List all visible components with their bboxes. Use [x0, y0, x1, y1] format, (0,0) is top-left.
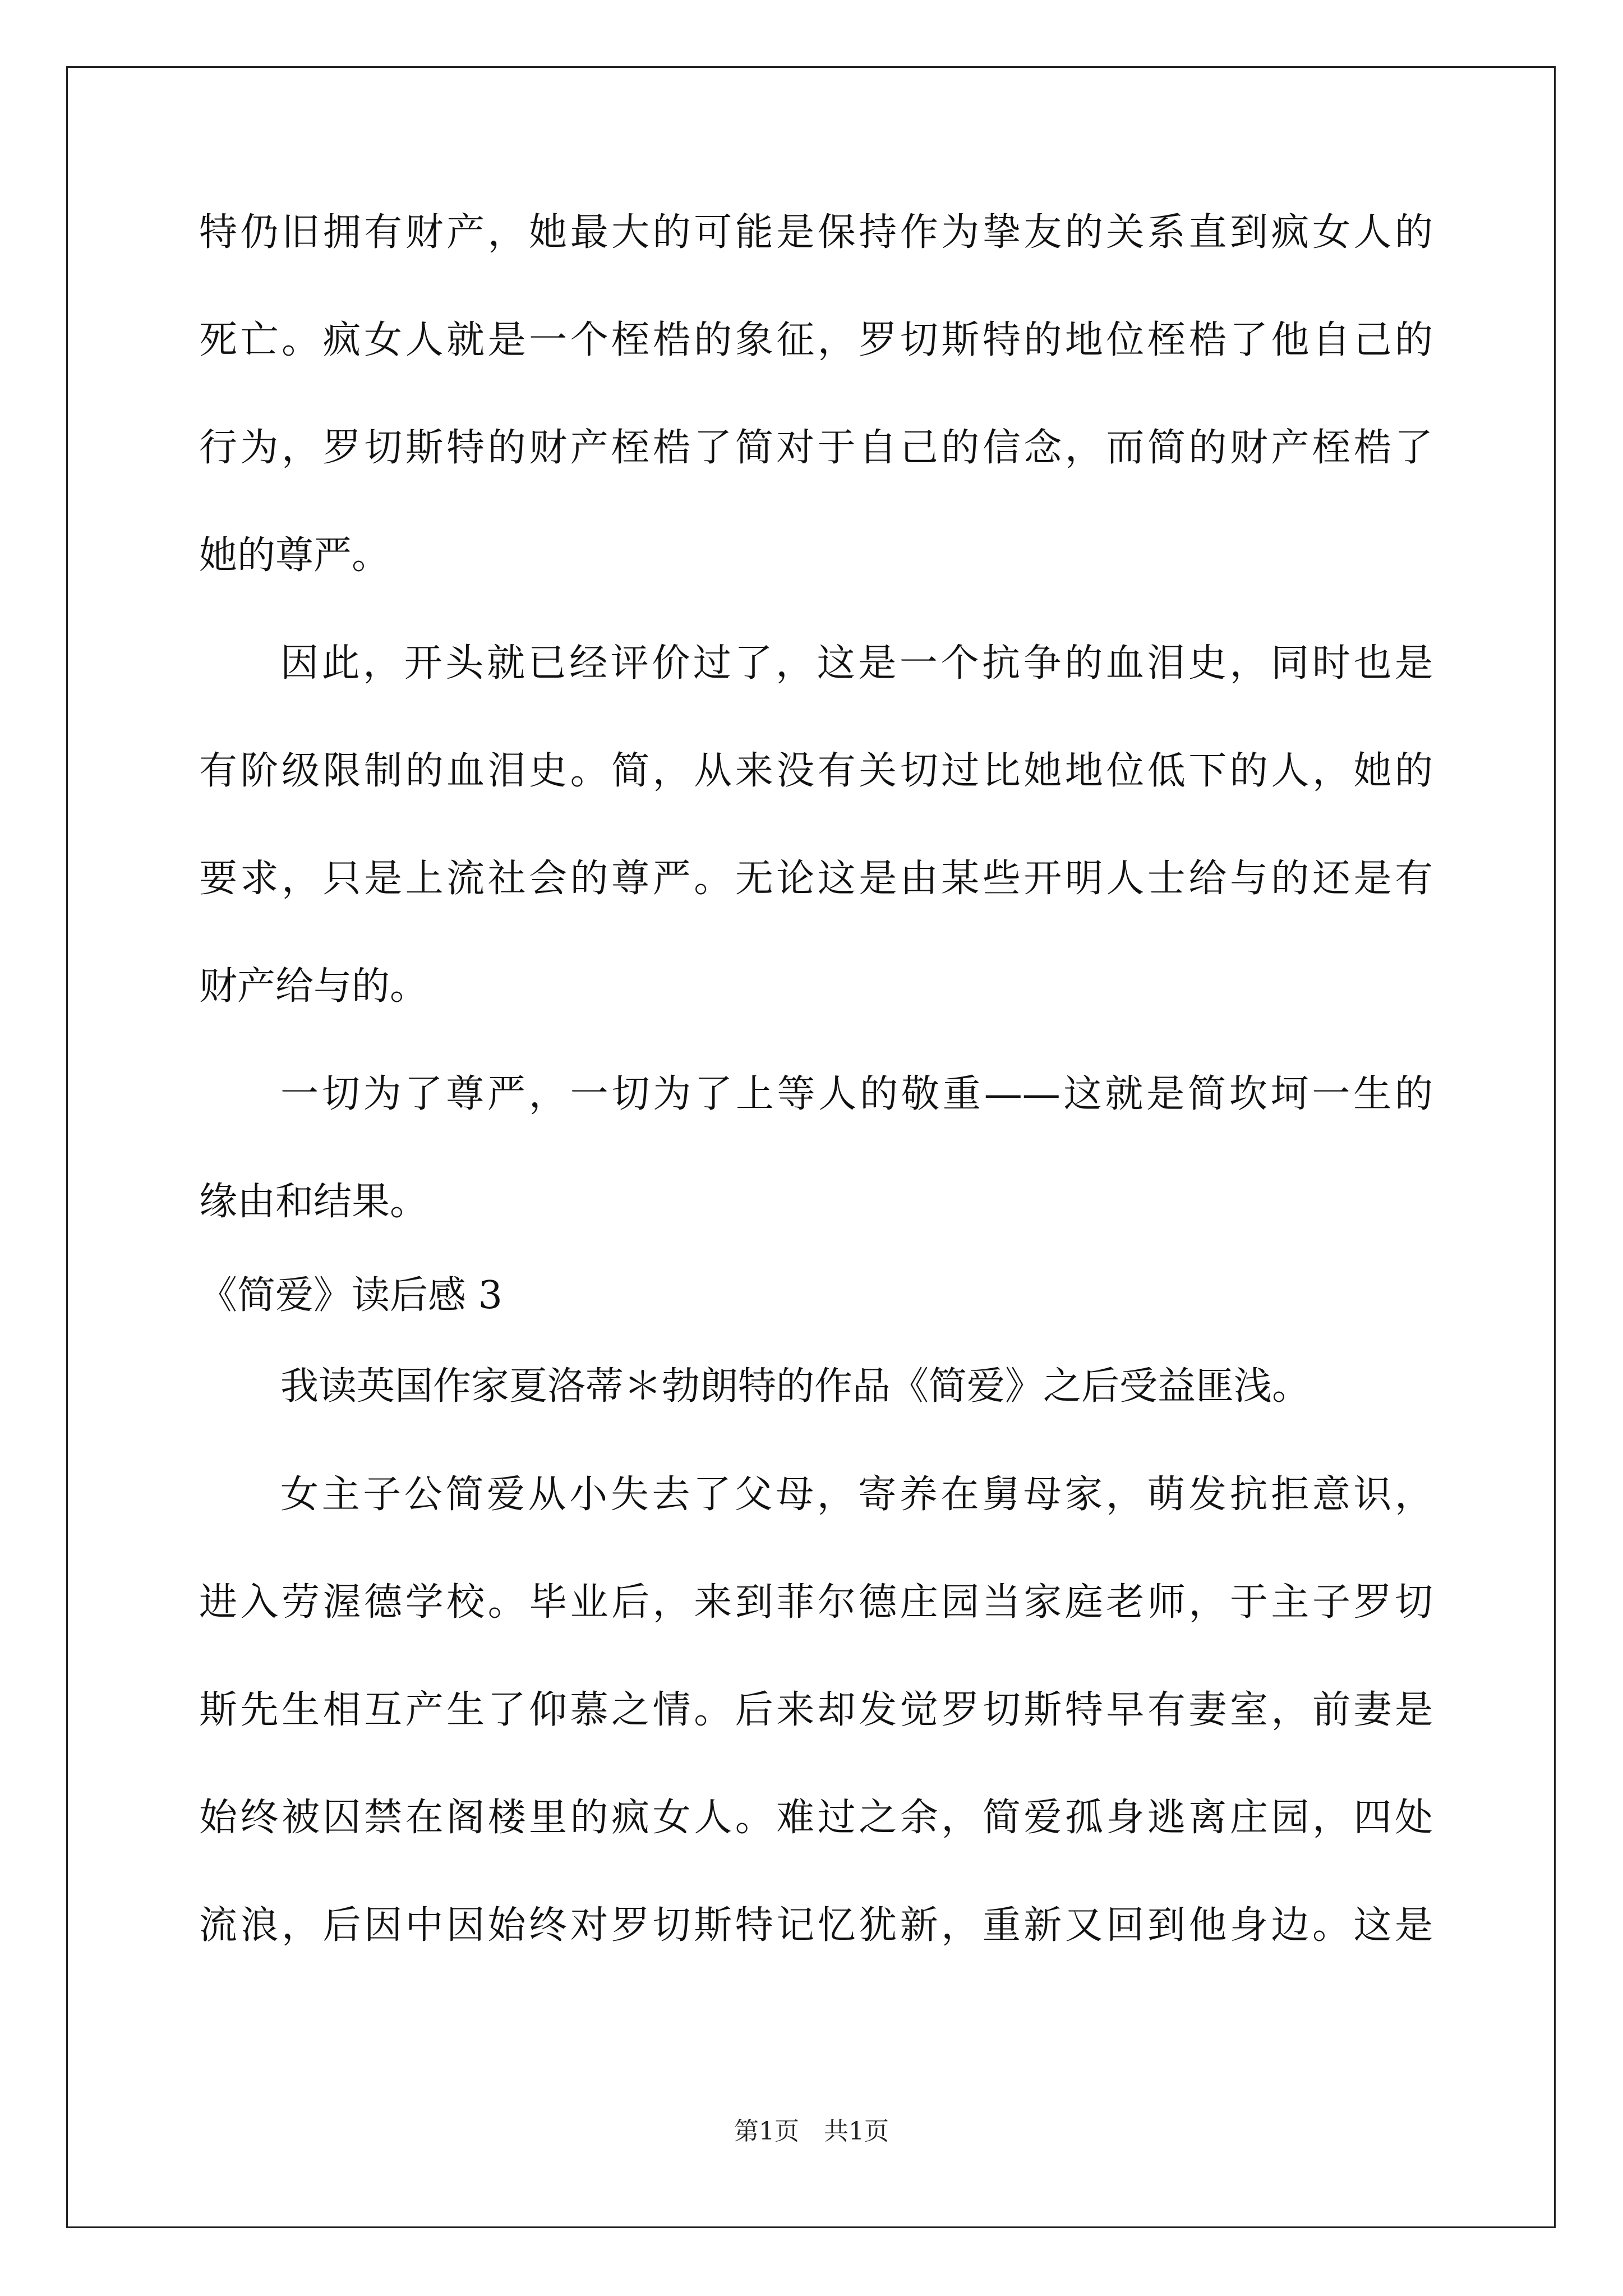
- paragraph-5-line-4: 始终被囚禁在阁楼里的疯女人。难过之余，简爱孤身逃离庄园，四处: [199, 1796, 1433, 1840]
- paragraph-1-line-4: 她的尊严。: [199, 533, 390, 578]
- paragraph-1-line-3: 行为，罗切斯特的财产桎梏了简对于自己的信念，而简的财产桎梏了: [199, 426, 1433, 470]
- paragraph-1-line-2: 死亡。疯女人就是一个桎梏的象征，罗切斯特的地位桎梏了他自己的: [199, 318, 1433, 362]
- paragraph-2-line-3: 要求，只是上流社会的尊严。无论这是由某些开明人士给与的还是有: [199, 857, 1433, 901]
- paragraph-5-line-1: 女主子公简爱从小失去了父母，寄养在舅母家，萌发抗拒意识，: [280, 1473, 1433, 1517]
- paragraph-3-line-2: 缘由和结果。: [199, 1180, 428, 1224]
- page-footer: 第1页 共1页: [734, 2117, 889, 2146]
- paragraph-3-line-1: 一切为了尊严，一切为了上等人的敬重——这就是简坎坷一生的: [280, 1072, 1433, 1116]
- paragraph-2-line-1: 因此，开头就已经评价过了，这是一个抗争的血泪史，同时也是: [280, 641, 1433, 685]
- paragraph-5-line-2: 进入劳渥德学校。毕业后，来到菲尔德庄园当家庭老师，于主子罗切: [199, 1580, 1433, 1625]
- section-heading: 《简爱》读后感 3: [199, 1273, 502, 1318]
- paragraph-4-line-1: 我读英国作家夏洛蒂＊勃朗特的作品《简爱》之后受益匪浅。: [280, 1364, 1311, 1409]
- paragraph-5-line-5: 流浪，后因中因始终对罗切斯特记忆犹新，重新又回到他身边。这是: [199, 1903, 1433, 1948]
- paragraph-2-line-4: 财产给与的。: [199, 964, 428, 1009]
- paragraph-2-line-2: 有阶级限制的血泪史。简，从来没有关切过比她地位低下的人，她的: [199, 749, 1433, 793]
- paragraph-1-line-1: 特仍旧拥有财产，她最大的可能是保持作为挚友的关系直到疯女人的: [199, 210, 1433, 255]
- paragraph-5-line-3: 斯先生相互产生了仰慕之情。后来却发觉罗切斯特早有妻室，前妻是: [199, 1688, 1433, 1732]
